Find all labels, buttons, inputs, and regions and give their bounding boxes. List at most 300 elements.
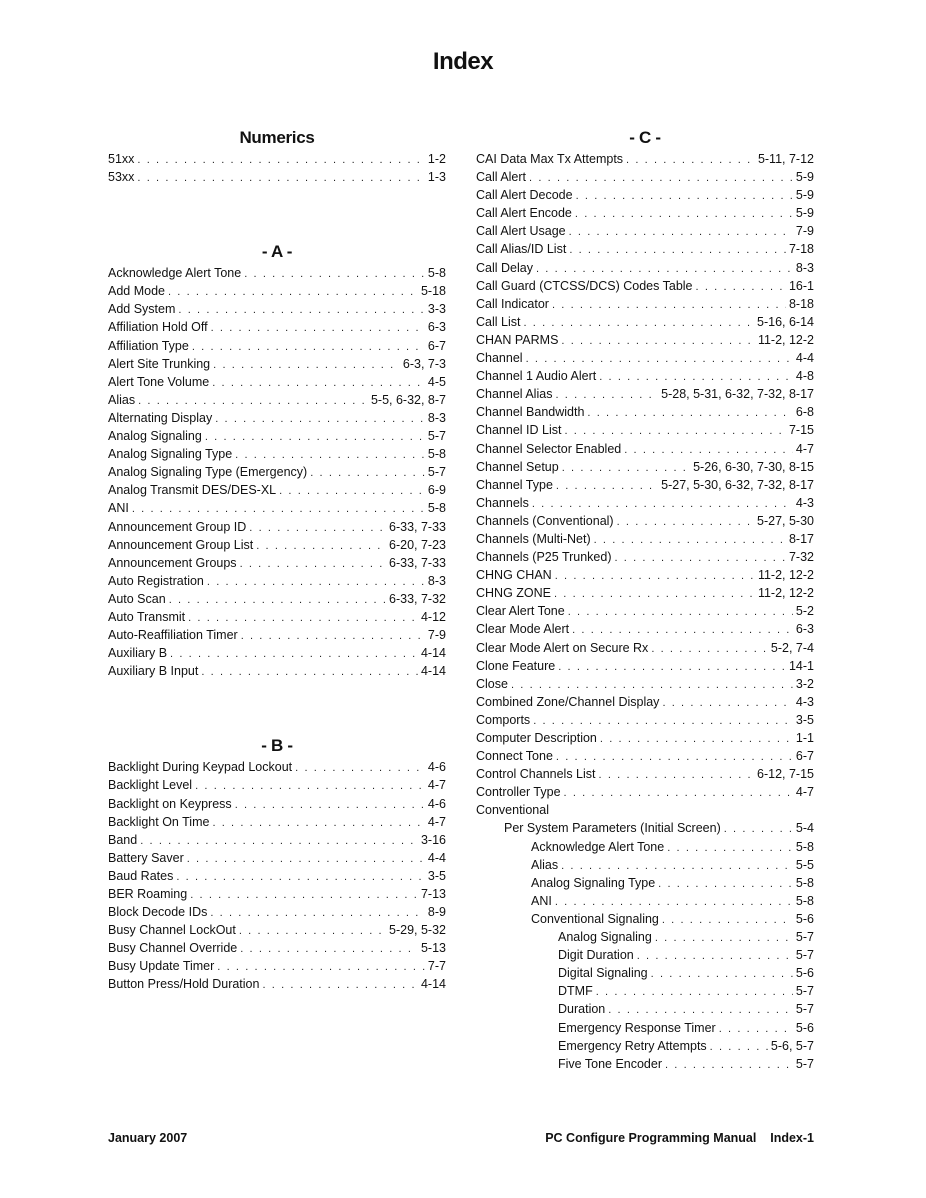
dot-leader — [655, 929, 793, 947]
index-entry — [476, 1000, 814, 1018]
index-pages: 4-12 — [420, 609, 446, 624]
index-pages: 4-8 — [795, 369, 814, 384]
index-entry — [476, 313, 814, 331]
index-term: Call Indicator — [476, 296, 549, 311]
dot-leader — [190, 886, 418, 904]
section-spacer — [108, 204, 446, 222]
dot-leader — [240, 940, 418, 958]
index-entry — [108, 282, 446, 300]
index-pages: 5-8 — [795, 893, 814, 908]
index-pages: 7-18 — [788, 242, 814, 257]
index-entry — [108, 463, 446, 481]
index-entry — [108, 427, 446, 445]
index-entry — [108, 921, 446, 939]
index-entry — [476, 385, 814, 403]
index-term: Analog Transmit DES/DES-XL — [108, 483, 277, 498]
index-term: Busy Channel Override — [108, 941, 238, 956]
index-entry — [476, 639, 814, 657]
index-pages: 5-28, 5-31, 6-32, 7-32, 8-17 — [661, 387, 814, 402]
dot-leader — [192, 338, 425, 356]
index-pages: 5-5, 6-32, 8-7 — [370, 392, 446, 407]
dot-leader — [562, 459, 690, 477]
index-term: Digital Signaling — [558, 966, 648, 981]
dot-leader — [587, 404, 793, 422]
dot-leader — [140, 832, 418, 850]
index-pages: 3-16 — [420, 832, 446, 847]
index-term: Five Tone Encoder — [558, 1056, 662, 1071]
footer-manual-page: PC Configure Programming Manual Index-1 — [545, 1131, 814, 1145]
index-pages: 6-33, 7-33 — [389, 519, 446, 534]
index-entry — [476, 1037, 814, 1055]
dot-leader — [217, 958, 425, 976]
index-term: Call Alert Decode — [476, 188, 573, 203]
index-pages: 5-8 — [427, 501, 446, 516]
index-entry — [476, 204, 814, 222]
dot-leader — [256, 537, 386, 555]
index-term: CHAN PARMS — [476, 332, 559, 347]
index-entry — [108, 885, 446, 903]
index-pages: 5-8 — [795, 875, 814, 890]
dot-leader — [239, 922, 386, 940]
index-entry — [476, 566, 814, 584]
dot-leader — [624, 441, 793, 459]
index-term: Auto Transmit — [108, 609, 186, 624]
dot-leader — [651, 640, 768, 658]
index-entry — [476, 440, 814, 458]
index-pages: 5-26, 6-30, 7-30, 8-15 — [693, 459, 814, 474]
index-entry — [476, 747, 814, 765]
index-term: Call Delay — [476, 260, 533, 275]
index-entry — [108, 608, 446, 626]
index-entry — [476, 874, 814, 892]
dot-leader — [696, 278, 786, 296]
index-pages: 5-29, 5-32 — [389, 923, 446, 938]
dot-leader — [662, 911, 793, 929]
dot-leader — [615, 549, 786, 567]
index-entry — [108, 499, 446, 517]
index-entry — [476, 295, 814, 313]
index-term: Acknowledge Alert Tone — [531, 839, 665, 854]
dot-leader — [608, 1001, 793, 1019]
section-spacer — [108, 222, 446, 240]
index-pages: 5-16, 6-14 — [757, 314, 814, 329]
section-spacer — [108, 716, 446, 734]
section-spacer — [108, 680, 446, 698]
index-term: DTMF — [558, 984, 593, 999]
section-spacer — [108, 698, 446, 716]
dot-leader — [295, 759, 425, 777]
index-term: Close — [476, 676, 508, 691]
section-spacer — [108, 186, 446, 204]
index-pages: 5-8 — [795, 839, 814, 854]
dot-leader — [556, 477, 658, 495]
index-pages: 6-8 — [795, 405, 814, 420]
index-term: Alternating Display — [108, 410, 213, 425]
index-pages: 7-9 — [795, 224, 814, 239]
dot-leader — [262, 976, 418, 994]
dot-leader — [596, 983, 793, 1001]
section-heading: Numerics — [239, 128, 315, 147]
index-pages: 6-7 — [795, 749, 814, 764]
index-term: Backlight During Keypad Lockout — [108, 760, 293, 775]
index-pages: 7-7 — [427, 959, 446, 974]
index-entry — [476, 765, 814, 783]
index-term: CAI Data Max Tx Attempts — [476, 152, 624, 166]
index-pages: 7-13 — [420, 887, 446, 901]
dot-leader — [552, 296, 786, 314]
index-entry — [108, 758, 446, 776]
index-pages: 6-33, 7-32 — [389, 591, 446, 606]
index-pages: 4-3 — [795, 495, 814, 510]
index-term: Analog Signaling — [558, 930, 652, 945]
index-pages: 4-14 — [420, 977, 446, 992]
index-pages: 4-6 — [427, 760, 446, 775]
footer-date: January 2007 — [108, 1131, 188, 1145]
index-entry — [476, 1019, 814, 1037]
index-pages: 5-7 — [795, 1056, 814, 1071]
index-term: Battery Saver — [108, 850, 184, 865]
index-pages: 6-7 — [427, 338, 446, 353]
dot-leader — [235, 796, 425, 814]
index-term: Conventional Signaling — [531, 911, 659, 926]
dot-leader — [637, 947, 793, 965]
dot-leader — [600, 730, 793, 748]
dot-leader — [568, 603, 793, 621]
index-pages: 11-2, 12-2 — [757, 568, 814, 583]
index-entry — [108, 644, 446, 662]
index-entry — [476, 1055, 814, 1073]
index-entry — [476, 675, 814, 693]
index-term: Button Press/Hold Duration — [108, 977, 260, 992]
dot-leader — [187, 850, 425, 868]
index-entry — [476, 186, 814, 204]
dot-leader — [211, 319, 425, 337]
index-pages: 5-7 — [795, 930, 814, 945]
dot-leader — [188, 609, 418, 627]
index-pages: 5-7 — [427, 429, 446, 444]
index-term: BER Roaming — [108, 887, 188, 901]
index-entry — [476, 548, 814, 566]
index-entry — [476, 168, 814, 186]
dot-leader — [213, 356, 400, 374]
index-entry — [476, 331, 814, 349]
index-entry — [108, 318, 446, 336]
index-pages: 6-3 — [795, 622, 814, 637]
index-term: Conventional — [476, 803, 549, 818]
index-pages: 7-32 — [788, 550, 814, 565]
index-entry — [108, 813, 446, 831]
index-entry — [476, 240, 814, 258]
dot-leader — [569, 241, 786, 259]
dot-leader — [176, 868, 425, 886]
index-term: Auxiliary B Input — [108, 664, 199, 679]
index-term: Controller Type — [476, 785, 561, 800]
index-term: Comports — [476, 712, 531, 727]
index-entry — [108, 168, 446, 186]
dot-leader — [626, 151, 755, 169]
index-entry — [476, 403, 814, 421]
index-term: Clear Alert Tone — [476, 604, 565, 619]
dot-leader — [532, 495, 793, 513]
index-term: Channels (Conventional) — [476, 513, 614, 528]
index-entry — [108, 391, 446, 409]
index-pages: 5-9 — [795, 206, 814, 221]
index-entry — [108, 264, 446, 282]
dot-leader — [576, 187, 793, 205]
index-entry — [108, 373, 446, 391]
dot-leader — [536, 260, 793, 278]
index-term: Clear Mode Alert on Secure Rx — [476, 640, 649, 655]
index-term: Add System — [108, 302, 176, 317]
index-term: Call Guard (CTCSS/DCS) Codes Table — [476, 278, 693, 293]
index-term: Channel Alias — [476, 387, 553, 402]
index-pages: 5-8 — [427, 447, 446, 462]
index-pages: 8-17 — [788, 531, 814, 546]
index-entry — [476, 838, 814, 856]
index-pages: 5-27, 5-30, 6-32, 7-32, 8-17 — [661, 477, 814, 492]
index-term: Clear Mode Alert — [476, 622, 570, 637]
dot-leader — [719, 1020, 793, 1038]
index-pages: 5-18 — [420, 284, 446, 299]
index-pages: 5-6 — [795, 966, 814, 981]
section-heading: - C - — [629, 128, 661, 147]
index-pages: 8-18 — [788, 296, 814, 311]
index-pages: 6-20, 7-23 — [389, 537, 446, 552]
index-term: Announcement Groups — [108, 555, 237, 570]
index-pages: 3-5 — [427, 868, 446, 883]
dot-leader — [240, 555, 386, 573]
index-term: Backlight on Keypress — [108, 796, 232, 811]
index-pages: 5-7 — [427, 465, 446, 480]
dot-leader — [594, 531, 786, 549]
index-pages: 5-2 — [795, 604, 814, 619]
index-entry — [476, 801, 814, 819]
index-pages: 6-3 — [427, 320, 446, 335]
dot-leader — [170, 645, 418, 663]
index-term: Digit Duration — [558, 948, 634, 963]
index-term: Backlight On Time — [108, 814, 210, 829]
index-entry — [476, 512, 814, 530]
index-term: Emergency Retry Attempts — [558, 1038, 707, 1053]
index-entry — [476, 277, 814, 295]
dot-leader — [555, 893, 793, 911]
index-term: Add Mode — [108, 284, 165, 299]
index-entry — [108, 831, 446, 849]
index-pages: 4-4 — [795, 351, 814, 366]
index-entry — [108, 409, 446, 427]
index-entry — [108, 300, 446, 318]
index-term: Block Decode IDs — [108, 905, 208, 920]
index-pages: 4-7 — [795, 785, 814, 800]
index-term: ANI — [108, 501, 129, 516]
index-term: CHNG CHAN — [476, 568, 552, 583]
dot-leader — [526, 350, 793, 368]
index-entry — [476, 530, 814, 548]
index-term: Connect Tone — [476, 749, 553, 764]
dot-leader — [710, 1038, 768, 1056]
index-term: Per System Parameters (Initial Screen) — [504, 821, 721, 836]
dot-leader — [137, 169, 425, 187]
dot-leader — [205, 428, 425, 446]
index-entry — [476, 693, 814, 711]
dot-leader — [724, 820, 793, 838]
index-entry — [476, 150, 814, 168]
dot-leader — [667, 839, 793, 857]
index-entry — [108, 867, 446, 885]
index-pages: 6-33, 7-33 — [389, 555, 446, 570]
dot-leader — [572, 621, 793, 639]
dot-leader — [658, 875, 793, 893]
index-pages: 5-11, 7-12 — [757, 152, 814, 166]
index-entry — [108, 554, 446, 572]
index-entry — [476, 349, 814, 367]
dot-leader — [212, 374, 425, 392]
dot-leader — [207, 573, 425, 591]
page-title: Index — [432, 48, 494, 75]
index-pages: 11-2, 12-2 — [757, 586, 814, 601]
dot-leader — [235, 446, 425, 464]
index-term: Alert Site Trunking — [108, 356, 211, 371]
index-entry — [476, 711, 814, 729]
index-term: Band — [108, 832, 138, 847]
index-pages: 5-4 — [795, 821, 814, 836]
dot-leader — [564, 784, 793, 802]
index-pages: 5-8 — [427, 266, 446, 281]
index-entry — [476, 964, 814, 982]
index-term: Backlight Level — [108, 778, 193, 793]
index-pages: 5-6, 5-7 — [770, 1038, 814, 1053]
index-pages: 1-3 — [427, 170, 446, 185]
section-heading: - A - — [261, 242, 293, 262]
index-pages: 5-2, 7-4 — [770, 640, 814, 655]
index-term: Analog Signaling — [108, 429, 202, 444]
index-term: Channels (P25 Trunked) — [476, 550, 612, 565]
index-term: Call Alert Encode — [476, 206, 572, 221]
index-pages: 4-4 — [427, 850, 446, 865]
index-term: Call List — [476, 314, 521, 329]
index-entry — [108, 445, 446, 463]
index-term: Call Alias/ID List — [476, 242, 567, 257]
index-entry — [108, 590, 446, 608]
index-entry — [476, 729, 814, 747]
dot-leader — [212, 814, 424, 832]
index-entry — [476, 602, 814, 620]
index-term: Call Alert — [476, 170, 527, 185]
index-entry — [476, 910, 814, 928]
index-entry — [108, 957, 446, 975]
dot-leader — [511, 676, 793, 694]
index-entry — [108, 337, 446, 355]
dot-leader — [529, 169, 793, 187]
index-pages: 5-9 — [795, 188, 814, 203]
dot-leader — [575, 205, 793, 223]
index-term: Clone Feature — [476, 658, 556, 673]
index-term: Busy Update Timer — [108, 959, 215, 974]
index-pages: 7-15 — [788, 423, 814, 438]
index-term: 51xx — [108, 152, 135, 166]
section-heading: - B - — [261, 736, 293, 756]
index-pages: 8-9 — [427, 905, 446, 920]
dot-leader — [555, 567, 755, 585]
index-entry — [476, 259, 814, 277]
index-pages: 4-6 — [427, 796, 446, 811]
index-term: Channel Selector Enabled — [476, 441, 622, 456]
index-pages: 16-1 — [788, 278, 814, 293]
index-term: Combined Zone/Channel Display — [476, 694, 660, 709]
index-pages: 5-6 — [795, 911, 814, 926]
dot-leader — [558, 658, 786, 676]
index-term: Call Alert Usage — [476, 224, 566, 239]
index-term: Channel 1 Audio Alert — [476, 369, 597, 384]
index-pages: 1-2 — [427, 152, 446, 166]
index-term: Channel Type — [476, 477, 553, 492]
index-term: Alert Tone Volume — [108, 374, 210, 389]
dot-leader — [599, 368, 793, 386]
dot-leader — [279, 482, 425, 500]
index-entry — [108, 572, 446, 590]
dot-leader — [138, 392, 368, 410]
index-pages: 6-3, 7-3 — [402, 356, 446, 371]
index-pages: 14-1 — [788, 658, 814, 673]
dot-leader — [665, 1056, 793, 1074]
index-entry — [476, 222, 814, 240]
index-pages: 5-5 — [795, 857, 814, 872]
index-entry — [476, 494, 814, 512]
dot-leader — [169, 591, 386, 609]
index-term: Control Channels List — [476, 767, 596, 782]
dot-leader — [556, 748, 793, 766]
index-entry — [476, 892, 814, 910]
index-pages: 6-9 — [427, 483, 446, 498]
dot-leader — [137, 151, 425, 169]
index-pages: 8-3 — [795, 260, 814, 275]
index-pages: 6-12, 7-15 — [757, 767, 814, 782]
index-term: Channels — [476, 495, 529, 510]
dot-leader — [244, 265, 425, 283]
index-entry — [476, 620, 814, 638]
dot-leader — [132, 500, 425, 518]
index-pages: 5-7 — [795, 948, 814, 963]
dot-leader — [554, 585, 755, 603]
index-pages: 5-13 — [420, 941, 446, 956]
index-entry — [476, 982, 814, 1000]
index-term: Alias — [108, 392, 136, 407]
index-term: Analog Signaling Type — [108, 447, 233, 462]
dot-leader — [651, 965, 793, 983]
index-entry — [108, 776, 446, 794]
index-pages: 1-1 — [795, 731, 814, 745]
index-term: Auto-Reaffiliation Timer — [108, 628, 238, 643]
index-term: Announcement Group List — [108, 537, 254, 552]
dot-leader — [555, 386, 658, 404]
index-pages: 4-14 — [420, 646, 446, 661]
index-term: Channel ID List — [476, 423, 562, 438]
index-entry — [108, 662, 446, 680]
index-term: Busy Channel LockOut — [108, 923, 236, 938]
index-term: Analog Signaling Type — [531, 875, 656, 890]
index-pages: 5-6 — [795, 1020, 814, 1035]
index-pages: 4-14 — [420, 664, 446, 679]
index-term: Channel — [476, 351, 523, 366]
index-term: ANI — [531, 893, 552, 908]
index-entry — [476, 819, 814, 837]
index-pages: 5-7 — [795, 984, 814, 999]
index-term: Duration — [558, 1002, 606, 1017]
index-pages: 4-7 — [427, 814, 446, 829]
index-term: Alias — [531, 857, 559, 872]
dot-leader — [210, 904, 425, 922]
dot-leader — [241, 627, 425, 645]
